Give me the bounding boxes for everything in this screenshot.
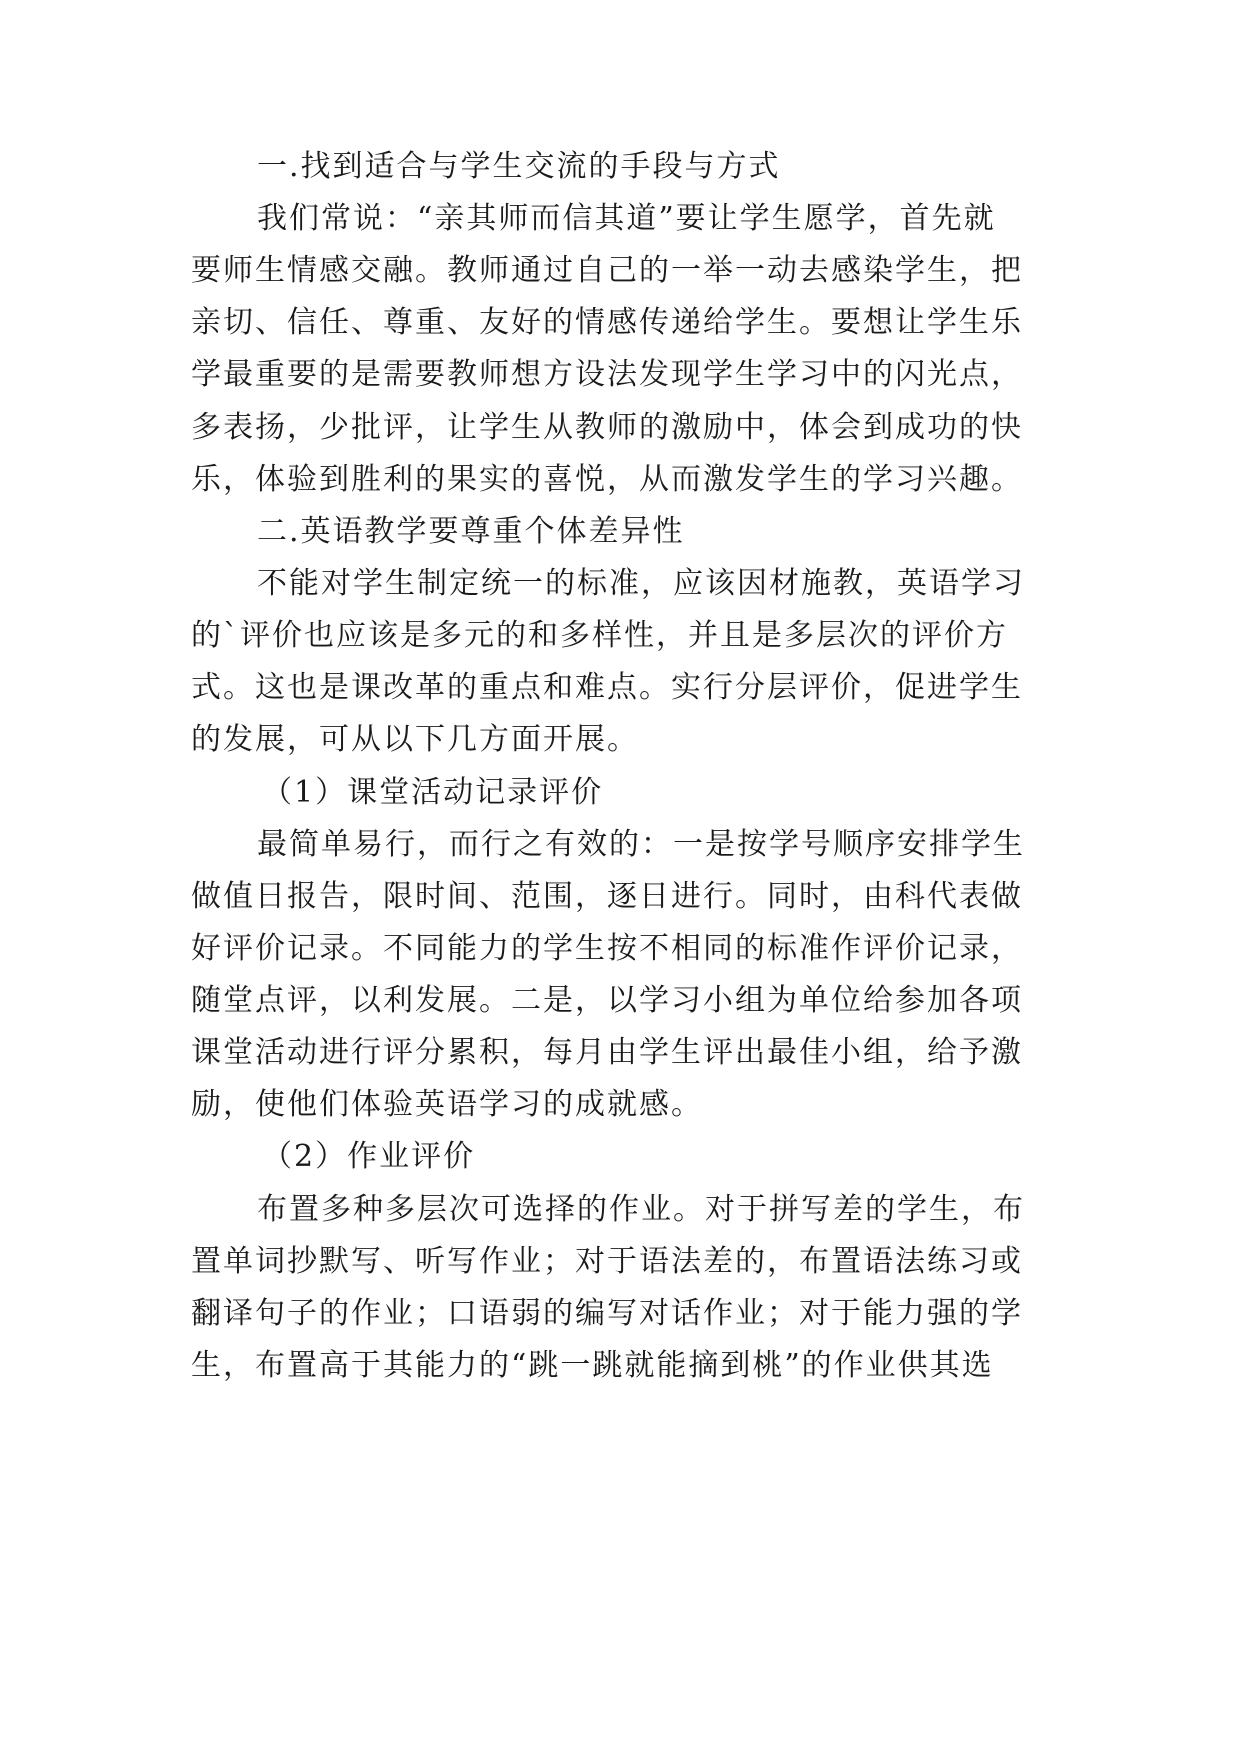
paragraph-line: 我们常说：“亲其师而信其道”要让学生愿学，首先就	[257, 201, 996, 236]
paragraph-line: 励，使他们体验英语学习的成就感。	[191, 1087, 703, 1122]
subheading-2: （2）作业评价	[262, 1139, 476, 1174]
paragraph-line: 式。这也是课改革的重点和难点。实行分层评价，促进学生	[191, 670, 1023, 705]
paragraph-line: 好评价记录。不同能力的学生按不相同的标准作评价记录，	[191, 931, 1023, 966]
paragraph-line: 随堂点评，以利发展。二是，以学习小组为单位给参加各项	[191, 983, 1023, 1018]
subheading-1: （1）课堂活动记录评价	[262, 775, 604, 810]
paragraph-line: 生，布置高于其能力的“跳一跳就能摘到桃”的作业供其选	[191, 1348, 994, 1383]
paragraph-line: 的发展，可从以下几方面开展。	[191, 722, 639, 757]
paragraph-line: 亲切、信任、尊重、友好的情感传递给学生。要想让学生乐	[191, 305, 1023, 340]
paragraph-line: 置单词抄默写、听写作业；对于语法差的，布置语法练习或	[191, 1244, 1023, 1279]
paragraph-line: 要师生情感交融。教师通过自己的一举一动去感染学生，把	[191, 253, 1023, 288]
paragraph-line: 做值日报告，限时间、范围，逐日进行。同时，由科代表做	[191, 879, 1023, 914]
paragraph-line: 最简单易行，而行之有效的：一是按学号顺序安排学生	[257, 827, 1025, 862]
paragraph-line: 布置多种多层次可选择的作业。对于拼写差的学生，布	[257, 1192, 1025, 1227]
heading-section-1: 一.找到适合与学生交流的手段与方式	[257, 149, 781, 184]
paragraph-line: 不能对学生制定统一的标准，应该因材施教，英语学习	[257, 566, 1025, 601]
paragraph-line: 课堂活动进行评分累积，每月由学生评出最佳小组，给予激	[191, 1035, 1023, 1070]
paragraph-line: 的`评价也应该是多元的和多样性，并且是多层次的评价方	[191, 618, 1008, 653]
heading-section-2: 二.英语教学要尊重个体差异性	[257, 514, 685, 549]
paragraph-line: 翻译句子的作业；口语弱的编写对话作业；对于能力强的学	[191, 1296, 1023, 1331]
paragraph-line: 学最重要的是需要教师想方设法发现学生学习中的闪光点，	[191, 357, 1023, 392]
paragraph-line: 乐，体验到胜利的果实的喜悦，从而激发学生的学习兴趣。	[191, 462, 1023, 497]
paragraph-line: 多表扬，少批评，让学生从教师的激励中，体会到成功的快	[191, 410, 1023, 445]
